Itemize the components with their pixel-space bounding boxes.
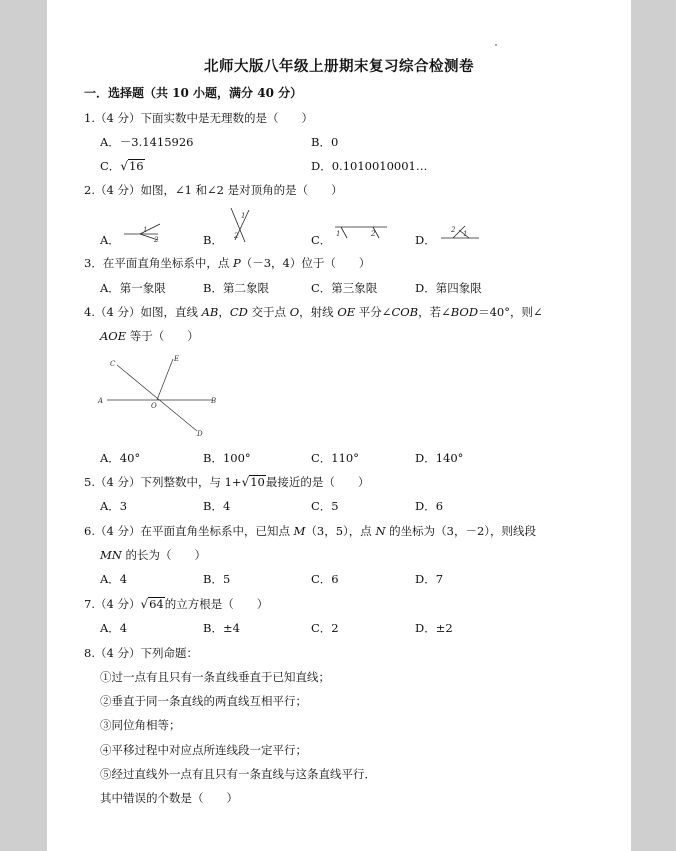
q6-text: 的坐标为（3，－2），则线段 (385, 524, 537, 538)
question-5-stem (84, 475, 369, 489)
q4-text: ，射线 (299, 305, 338, 319)
q4-fig-label-b: B (211, 397, 217, 405)
q4-text: ， (218, 305, 230, 319)
q5-option-d: D．6 (415, 499, 444, 513)
q3-option-b: B．第二象限 (203, 281, 269, 295)
q4-line-ab: AB (201, 305, 219, 319)
q3-point-p: P (232, 256, 241, 270)
q4-fig-label-d: D (197, 430, 203, 438)
q3-option-d: D．第四象限 (415, 281, 482, 295)
q3-stem-pre: 3．在平面直角坐标系中，点 (84, 256, 233, 270)
q7-option-c: C．2 (311, 621, 339, 635)
q1-sqrt-arg: 16 (128, 159, 144, 173)
fig-a-label-1: 1 (143, 226, 148, 234)
q4-fig-label-e: E (174, 355, 180, 363)
q4-text: ，若∠ (418, 305, 451, 319)
q5-stem-pre: 5.（4 分）下列整数中，与 1+ (84, 475, 242, 489)
q7-option-d: D．±2 (415, 621, 453, 635)
question-7-stem (84, 597, 268, 611)
q8-statement-5: ⑤经过直线外一点有且只有一条直线与这条直线平行． (100, 767, 376, 781)
q7-stem-pre: 7.（4 分） (84, 597, 141, 611)
q8-statement-3: ③同位角相等； (100, 718, 181, 732)
question-8-stem: 8.（4 分）下列命题： (84, 646, 198, 660)
q6-option-a: A．4 (100, 572, 128, 586)
q4-option-d: D．140° (415, 451, 464, 465)
q3-option-c: C．第三象限 (311, 281, 378, 295)
q5-stem-post: 最接近的是（ ） (265, 475, 370, 489)
q4-text: 交于点 (247, 305, 290, 319)
sqrt-symbol: √ (120, 159, 128, 173)
q8-statement-4: ④平移过程中对应点所连线段一定平行； (100, 743, 307, 757)
q5-option-c: C．5 (311, 499, 339, 513)
section-heading: 一．选择题（共 10 小题，满分 40 分） (84, 86, 303, 100)
q4-text: 4.（4 分）如图，直线 (84, 305, 202, 319)
q1-option-d: D．0.1010010001… (311, 159, 428, 173)
question-3-stem (84, 256, 370, 270)
fig-d-label-1: 1 (463, 230, 468, 238)
stray-dot (495, 44, 497, 46)
q5-sqrt-arg: 10 (250, 475, 265, 489)
q1-option-b: B．0 (311, 135, 339, 149)
q6-segment-mn: MN (100, 548, 122, 562)
question-6-stem-line1 (84, 524, 536, 538)
q2-figure-c (333, 222, 389, 242)
question-4-stem-line2 (100, 329, 199, 343)
fig-c-label-1: 1 (336, 230, 341, 238)
q4-ray-oe: OE (337, 305, 356, 319)
question-6-stem-line2 (100, 548, 206, 562)
sqrt-symbol: √ (140, 597, 149, 611)
q4-text: 平分∠ (355, 305, 392, 319)
fig-b-label-1: 1 (241, 212, 246, 220)
q8-tail: 其中错误的个数是（ ） (100, 791, 238, 805)
question-2-stem: 2.（4 分）如图，∠1 和∠2 是对顶角的是（ ） (84, 183, 343, 197)
q3-option-a: A．第一象限 (100, 281, 166, 295)
q1-option-a: A．－3.1415926 (100, 135, 194, 149)
q4-text: 等于（ ） (126, 329, 199, 343)
q6-option-d: D．7 (415, 572, 444, 586)
fig-a-label-2: 2 (154, 236, 159, 244)
q4-text: ＝40°，则∠ (478, 305, 543, 319)
q6-text: 6.（4 分）在平面直角坐标系中，已知点 (84, 524, 294, 538)
q4-angle-cob: COB (391, 305, 419, 319)
q4-figure (97, 353, 227, 439)
q8-statement-1: ①过一点有且只有一条直线垂直于已知直线； (100, 670, 330, 684)
q2-option-c: C． (311, 233, 332, 247)
q2-figure-d (439, 222, 481, 244)
q7-sqrt-arg: 64 (149, 597, 164, 611)
q6-point-m: M (293, 524, 306, 538)
q5-option-b: B．4 (203, 499, 231, 513)
q4-point-o: O (289, 305, 300, 319)
question-1-stem: 1.（4 分）下面实数中是无理数的是（ ） (84, 111, 313, 125)
q2-figure-a (122, 218, 168, 244)
q7-option-b: B．±4 (203, 621, 240, 635)
q6-point-n: N (375, 524, 386, 538)
sqrt-symbol: √ (241, 475, 250, 489)
q8-statement-2: ②垂直于同一条直线的两直线互相平行； (100, 694, 307, 708)
q6-text: （3，5），点 (305, 524, 376, 538)
q3-stem-post: （－3，4）位于（ ） (240, 256, 371, 270)
q4-fig-label-c: C (110, 360, 116, 368)
q4-option-c: C．110° (311, 451, 359, 465)
q7-option-a: A．4 (100, 621, 128, 635)
q4-fig-label-a: A (98, 397, 104, 405)
q4-angle-bod: BOD (450, 305, 479, 319)
q4-option-a: A．40° (100, 451, 141, 465)
q4-option-b: B．100° (203, 451, 251, 465)
q4-fig-label-o: O (151, 402, 157, 410)
q7-stem-post: 的立方根是（ ） (164, 597, 269, 611)
q6-option-c: C．6 (311, 572, 339, 586)
question-4-stem-line1 (84, 305, 543, 319)
q6-option-b: B．5 (203, 572, 231, 586)
fig-c-label-2: 2 (371, 230, 376, 238)
q2-option-b: B． (203, 233, 223, 247)
q2-figure-b (225, 206, 255, 244)
q5-option-a: A．3 (100, 499, 128, 513)
fig-b-label-2: 2 (234, 232, 239, 240)
q2-option-d: D． (415, 233, 436, 247)
q1-option-c (100, 159, 145, 173)
q4-angle-aoe: AOE (100, 329, 127, 343)
q4-line-cd: CD (229, 305, 248, 319)
fig-d-label-2: 2 (451, 226, 456, 234)
page-title: 北师大版八年级上册期末复习综合检测卷 (204, 58, 474, 75)
q1-option-c-label: C． (100, 159, 121, 173)
q2-option-a: A． (100, 233, 120, 247)
q6-text: 的长为（ ） (121, 548, 206, 562)
document-page (47, 0, 631, 851)
